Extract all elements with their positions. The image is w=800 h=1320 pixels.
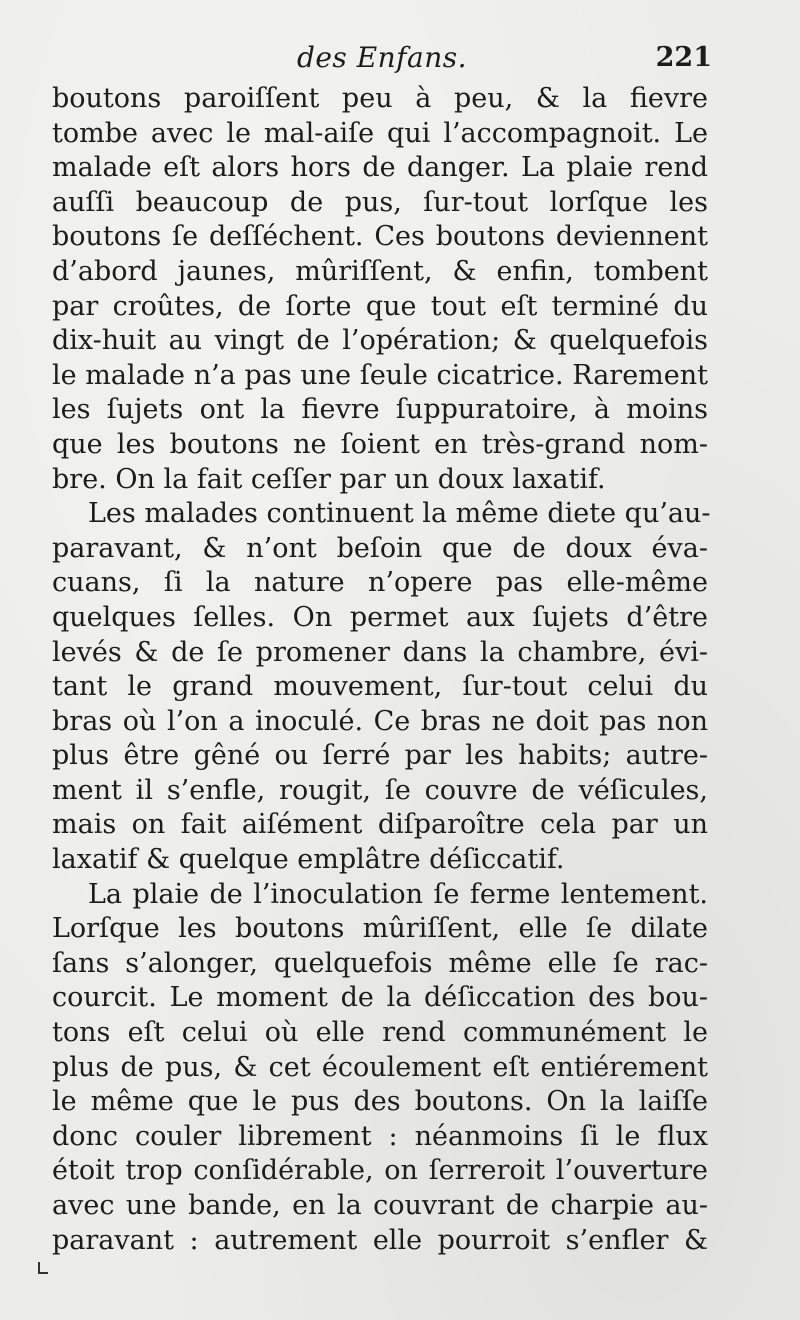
text-line: quelques ſelles. On permet aux ſujets d’être <box>52 601 708 633</box>
text-line: dix-huit au vingt de l’opération; & quelquefois <box>52 325 708 357</box>
text-line: paravant : autrement elle pourroit s’enfler & <box>52 1224 708 1256</box>
text-line: Lorſque les boutons mûriſſent, elle ſe dilate <box>52 913 708 945</box>
text-line: plus être gêné ou ſerré par les habits; autre- <box>52 740 708 772</box>
text-line: boutons paroiſſent peu à peu, & la fievre <box>52 83 708 114</box>
page-header <box>52 38 712 78</box>
page-number: 221 <box>655 42 712 73</box>
text-line: bras où l’on a inoculé. Ce bras ne doit pas non <box>52 705 708 737</box>
text-line: levés & de ſe promener dans la chambre, évi- <box>52 636 708 668</box>
corner-mark-icon <box>38 1262 48 1274</box>
text-line: le malade n’a pas une ſeule cicatrice. Rarement <box>52 359 708 391</box>
text-line: avec une bande, en la couvrant de charpie au- <box>52 1190 708 1221</box>
text-line: le même que le pus des boutons. On la laiſſe <box>52 1086 708 1118</box>
text-line: tant le grand mouvement, ſur-tout celui du <box>52 671 708 703</box>
text-line: ment il s’enfle, rougit, ſe couvre de véſicules, <box>52 774 708 806</box>
text-line: que les boutons ne ſoient en très-grand nom- <box>52 428 708 460</box>
text-line: boutons ſe deſſéchent. Ces boutons deviennent <box>52 221 708 253</box>
text-line: étoit trop conſidérable, on ſerreroit l’ouverture <box>52 1155 708 1187</box>
text-line: ſans s’alonger, quelquefois même elle ſe rac- <box>52 947 708 979</box>
paragraph-first-line: Les malades continuent la même diete qu’au- <box>88 498 711 530</box>
text-line: bre. On la fait ceſſer par un doux laxatif. <box>52 463 606 495</box>
text-line: auſſi beaucoup de pus, ſur-tout lorſque les <box>52 186 708 218</box>
body-text <box>52 82 711 1258</box>
text-line: malade eſt alors hors de danger. La plaie rend <box>52 152 708 184</box>
text-line: courcit. Le moment de la déſiccation des bou- <box>52 982 708 1014</box>
text-line: tombe avec le mal-aiſe qui l’accompagnoit. Le <box>52 117 708 149</box>
text-line: mais on fait aiſément diſparoître cela par un <box>52 809 708 841</box>
paragraph-first-line: La plaie de l’inoculation ſe ferme lentement. <box>88 878 708 910</box>
text-line: laxatif & quelque emplâtre déſiccatif. <box>52 844 565 876</box>
text-line: cuans, ſi la nature n’opere pas elle-même <box>52 567 708 599</box>
text-line: donc couler librement : néanmoins ſi le flux <box>52 1120 708 1152</box>
running-head: des Enfans. <box>296 41 468 74</box>
text-line: paravant, & n’ont beſoin que de doux éva- <box>52 532 708 564</box>
text-line: tons eſt celui où elle rend communément le <box>52 1017 708 1049</box>
text-line: d’abord jaunes, mûriſſent, & enfin, tombent <box>52 255 708 287</box>
text-line: par croûtes, de ſorte que tout eſt terminé du <box>52 290 708 322</box>
text-line: plus de pus, & cet écoulement eſt entiérement <box>52 1051 708 1083</box>
text-line: les ſujets ont la fievre ſuppuratoire, à moins <box>52 394 708 426</box>
